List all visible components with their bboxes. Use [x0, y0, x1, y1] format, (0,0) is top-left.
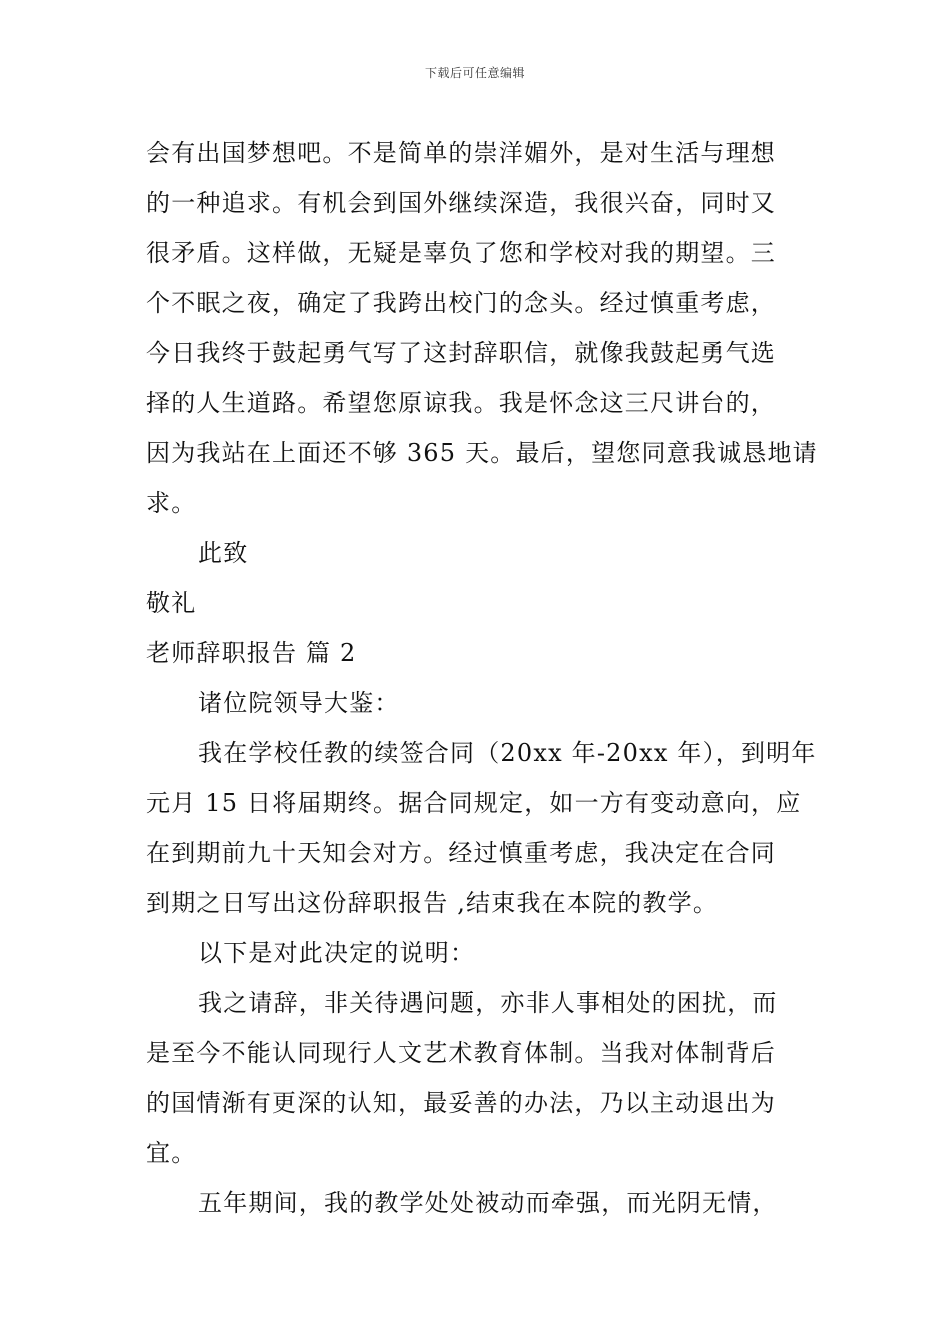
page-header: 下载后可任意编辑: [424, 66, 525, 80]
text-line: 个不眠之夜，确定了我跨出校门的念头。经过慎重考虑，: [146, 289, 776, 317]
salutation-regards: 敬礼: [146, 589, 197, 617]
text-line: 我之请辞，非关待遇问题，亦非人事相处的困扰，而: [198, 989, 778, 1017]
text-line: 元月 15 日将届期终。据合同规定，如一方有变动意向，应: [146, 789, 802, 817]
salutation-closing: 此致: [198, 539, 249, 567]
text-line: 在到期前九十天知会对方。经过慎重考虑，我决定在合同: [146, 839, 776, 867]
section-title: 老师辞职报告 篇 2: [146, 639, 357, 667]
text-line: 会有出国梦想吧。不是简单的崇洋媚外，是对生活与理想: [146, 139, 776, 167]
text-line: 到期之日写出这份辞职报告 ,结束我在本院的教学。: [146, 889, 719, 917]
text-line: 宜。: [146, 1139, 197, 1167]
text-line: 的一种追求。有机会到国外继续深造，我很兴奋，同时又: [146, 189, 776, 217]
text-line: 以下是对此决定的说明：: [198, 939, 476, 967]
text-line: 很矛盾。这样做，无疑是辜负了您和学校对我的期望。三: [146, 239, 776, 267]
text-line: 的国情渐有更深的认知，最妥善的办法，乃以主动退出为: [146, 1089, 776, 1117]
text-line: 是至今不能认同现行人文艺术教育体制。当我对体制背后: [146, 1039, 776, 1067]
text-line: 今日我终于鼓起勇气写了这封辞职信，就像我鼓起勇气选: [146, 339, 776, 367]
text-line: 求。: [146, 489, 197, 517]
text-line: 五年期间，我的教学处处被动而牵强，而光阴无情，: [198, 1189, 778, 1217]
text-line: 择的人生道路。希望您原谅我。我是怀念这三尺讲台的，: [146, 389, 776, 417]
document-body: [146, 128, 818, 1228]
text-line: 我在学校任教的续签合同（20xx 年-20xx 年），到明年: [198, 739, 817, 767]
text-line: 因为我站在上面还不够 365 天。最后，望您同意我诚恳地请: [146, 439, 818, 467]
letter-greeting: 诸位院领导大鉴：: [198, 689, 400, 717]
